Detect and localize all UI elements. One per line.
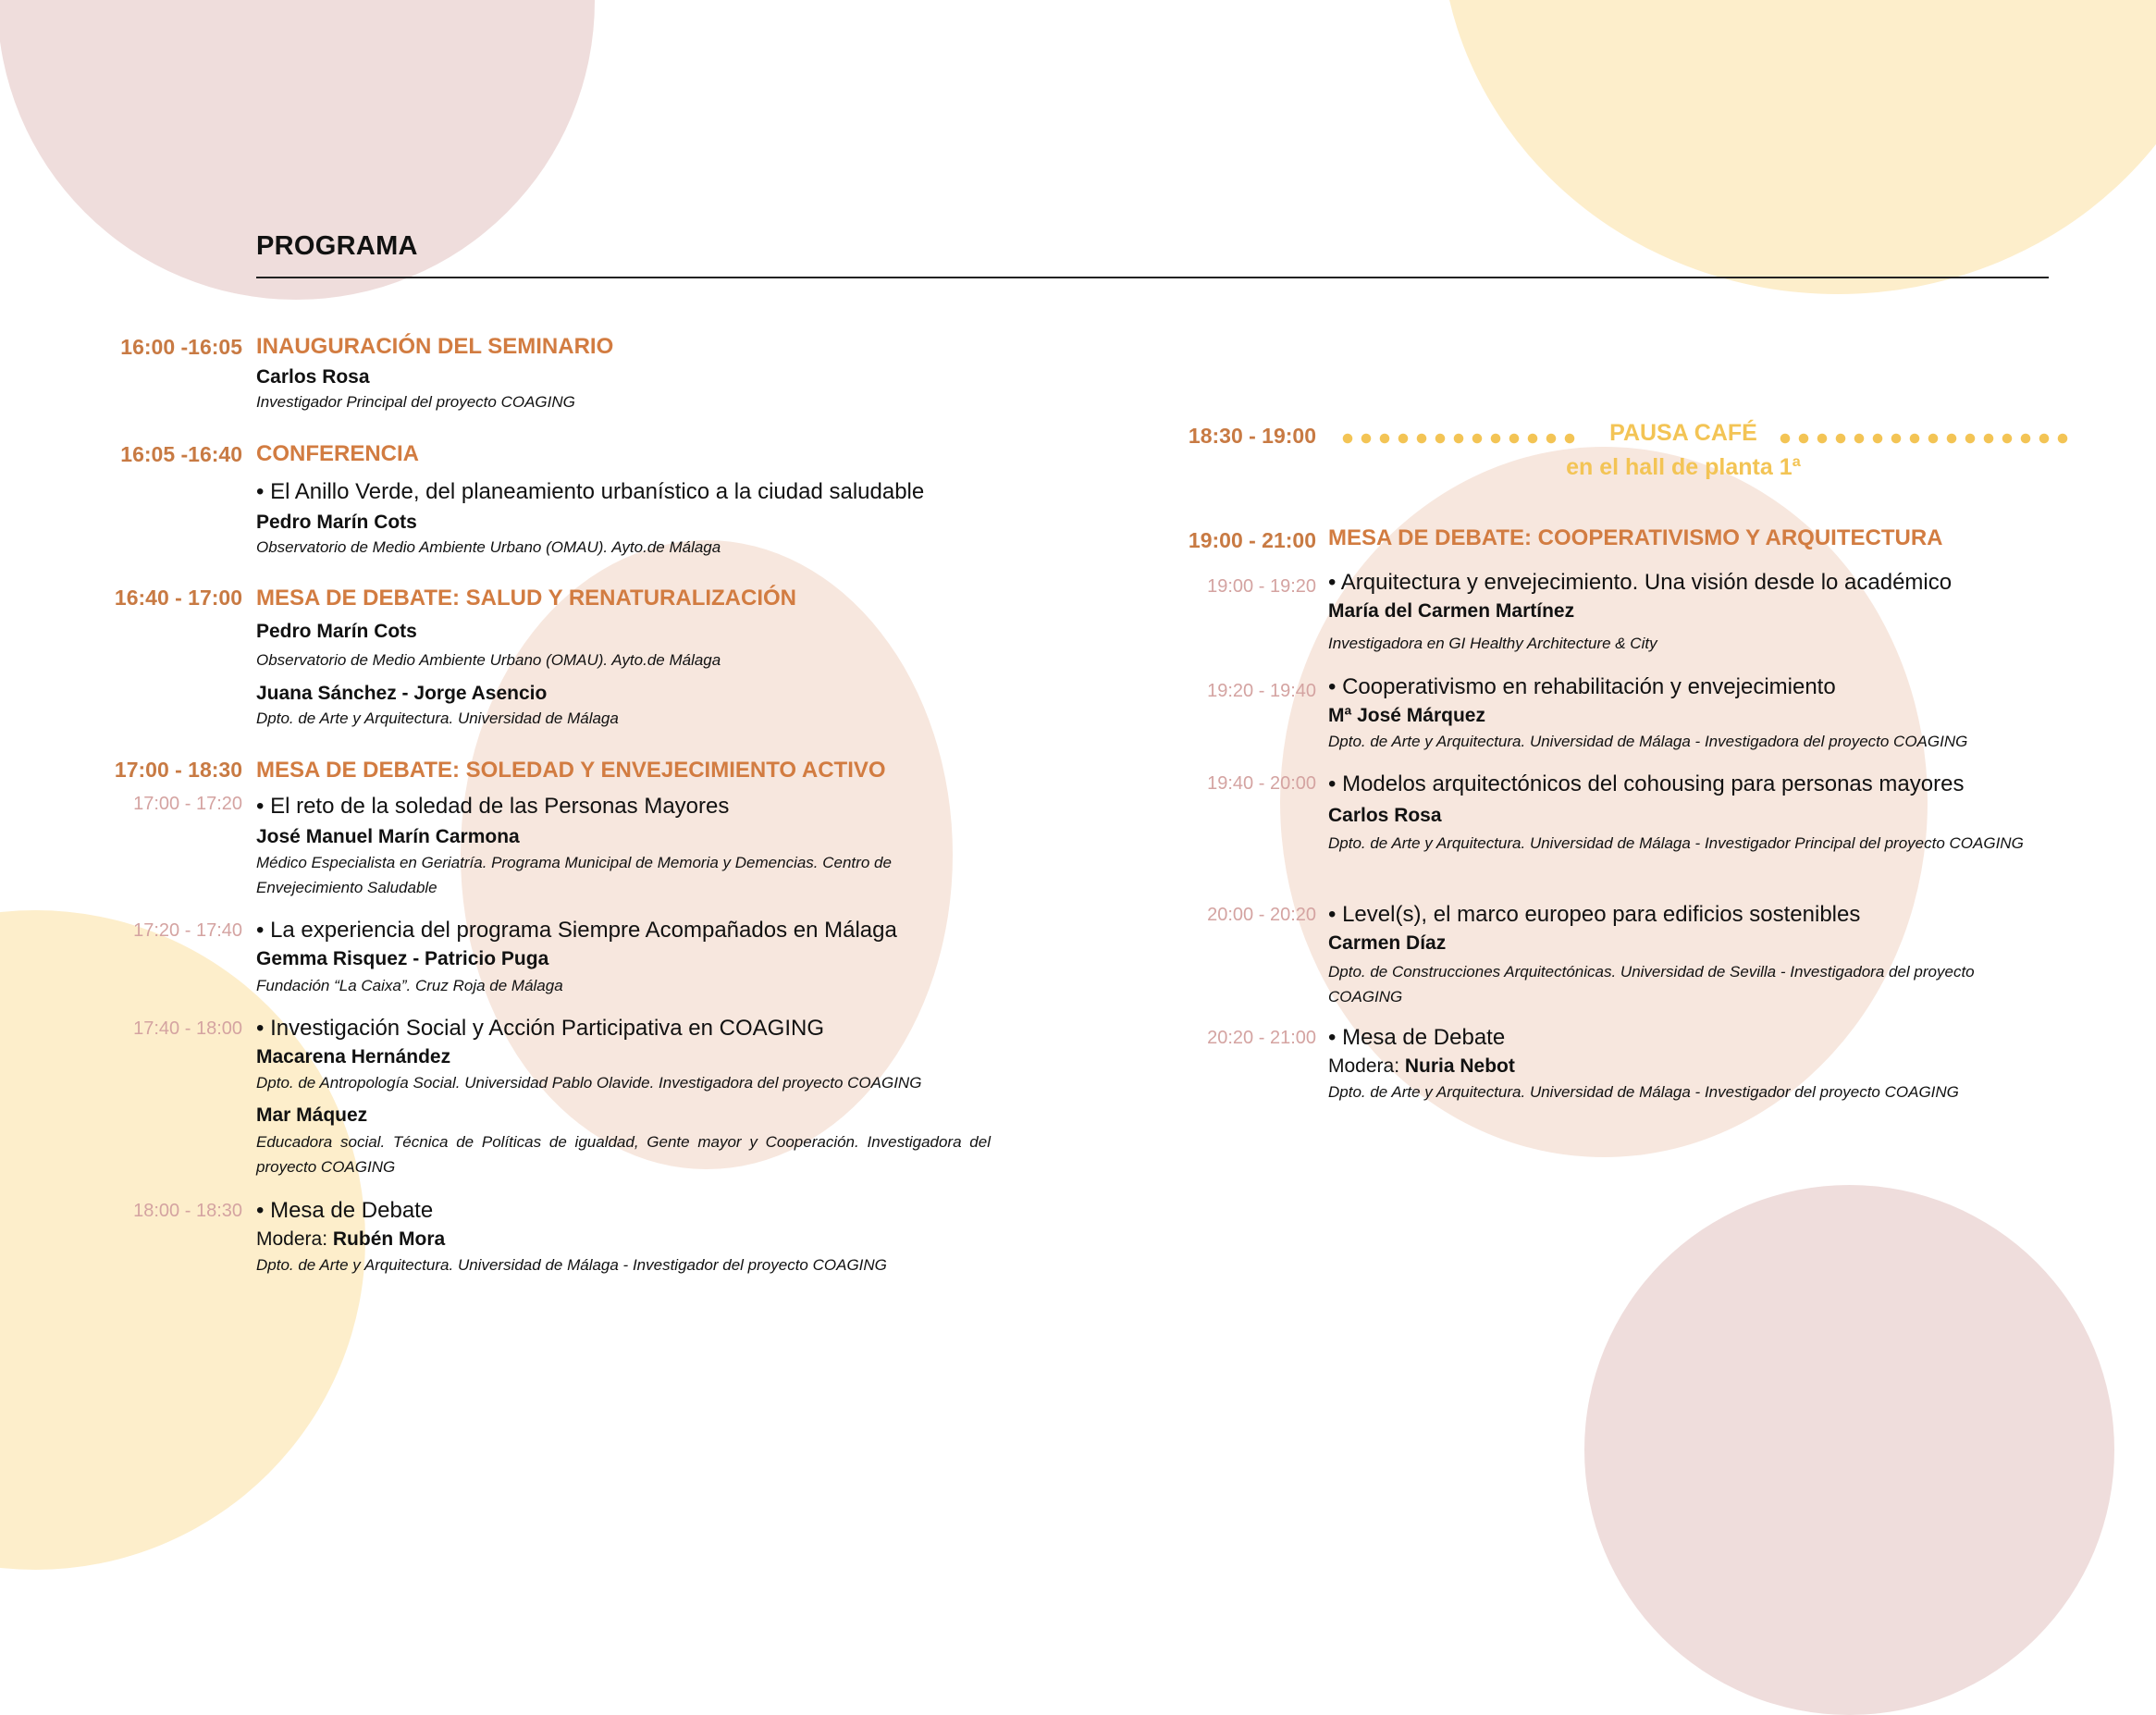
decor-circle-yellow-top-right bbox=[1440, 0, 2156, 294]
session-time: 16:00 -16:05 bbox=[120, 335, 242, 359]
session-time: 19:00 - 21:00 bbox=[1188, 528, 1316, 552]
speaker-name: Gemma Risquez - Patricio Puga bbox=[256, 948, 549, 969]
moderator-line bbox=[256, 1228, 445, 1251]
speaker-affiliation: Dpto. de Antropología Social. Universidad Pablo Olavide. Investigadora del proyecto COAGING bbox=[256, 1074, 922, 1092]
speaker-affiliation: Dpto. de Arte y Arquitectura. Universidad de Málaga - Investigador Principal del proyecto COAGING bbox=[1328, 834, 2024, 852]
speaker-name: Macarena Hernández bbox=[256, 1046, 451, 1067]
talk-title: • El Anillo Verde, del planeamiento urbanístico a la ciudad saludable bbox=[256, 479, 925, 504]
talk-title: • Cooperativismo en rehabilitación y envejecimiento bbox=[1328, 674, 1836, 699]
session-time: 16:05 -16:40 bbox=[120, 442, 242, 466]
speaker-name: Carlos Rosa bbox=[256, 366, 370, 388]
speaker-affiliation: Educadora social. Técnica de Políticas de igualdad, Gente mayor y Cooperación. Investigadora del proyecto COAGING bbox=[256, 1133, 991, 1176]
pausa-label: PAUSA CAFÉ bbox=[1609, 420, 1757, 446]
speaker-name: Mar Máquez bbox=[256, 1104, 368, 1126]
speaker-name: Pedro Marín Cots bbox=[256, 621, 417, 642]
item-time: 17:20 - 17:40 bbox=[133, 920, 242, 941]
page-title: PROGRAMA bbox=[256, 231, 418, 261]
item-time: 20:00 - 20:20 bbox=[1207, 905, 1316, 925]
moderator-name: Nuria Nebot bbox=[1404, 1055, 1515, 1077]
speaker-name: Carmen Díaz bbox=[1328, 932, 1447, 954]
speaker-name: Pedro Marín Cots bbox=[256, 512, 417, 533]
talk-title: • Modelos arquitectónicos del cohousing para personas mayores bbox=[1328, 771, 1965, 796]
speaker-name: Juana Sánchez - Jorge Asencio bbox=[256, 683, 548, 704]
item-time: 20:20 - 21:00 bbox=[1207, 1028, 1316, 1048]
moderator-name: Rubén Mora bbox=[332, 1228, 446, 1250]
title-divider bbox=[256, 277, 2049, 278]
speaker-affiliation: Médico Especialista en Geriatría. Programa Municipal de Memoria y Demencias. Centro de Envejecimiento Saludable bbox=[256, 854, 892, 896]
moderator-prefix: Modera: bbox=[1328, 1055, 1405, 1077]
item-time: 19:20 - 19:40 bbox=[1207, 681, 1316, 701]
speaker-affiliation: Dpto. de Arte y Arquitectura. Universidad de Málaga - Investigador del proyecto COAGING bbox=[1328, 1083, 1959, 1101]
speaker-name: Mª José Márquez bbox=[1328, 705, 1485, 726]
talk-title: • La experiencia del programa Siempre Acompañados en Málaga bbox=[256, 918, 897, 943]
speaker-affiliation: Dpto. de Arte y Arquitectura. Universidad de Málaga bbox=[256, 709, 619, 727]
moderator-prefix: Modera: bbox=[256, 1228, 333, 1250]
dotted-divider-right bbox=[1776, 433, 2072, 444]
speaker-name: José Manuel Marín Carmona bbox=[256, 826, 520, 847]
talk-title: • Arquitectura y envejecimiento. Una visión desde lo académico bbox=[1328, 570, 1953, 595]
talk-title: • Level(s), el marco europeo para edificios sostenibles bbox=[1328, 902, 1861, 927]
session-time: 17:00 - 18:30 bbox=[114, 758, 242, 782]
talk-title: • Investigación Social y Acción Participativa en COAGING bbox=[256, 1016, 825, 1041]
session-time: 16:40 - 17:00 bbox=[114, 586, 242, 610]
decor-circle-pink-bottom-right bbox=[1584, 1185, 2114, 1715]
session-title: MESA DE DEBATE: SOLEDAD Y ENVEJECIMIENTO ACTIVO bbox=[256, 758, 886, 783]
session-title: MESA DE DEBATE: SALUD Y RENATURALIZACIÓN bbox=[256, 586, 797, 611]
session-time: 18:30 - 19:00 bbox=[1188, 424, 1316, 448]
speaker-affiliation: Dpto. de Arte y Arquitectura. Universidad de Málaga - Investigador del proyecto COAGING bbox=[256, 1256, 887, 1274]
pausa-location: en el hall de planta 1ª bbox=[1566, 454, 1801, 480]
speaker-affiliation: Fundación “La Caixa”. Cruz Roja de Málaga bbox=[256, 977, 563, 994]
item-time: 18:00 - 18:30 bbox=[133, 1201, 242, 1221]
speaker-affiliation: Dpto. de Construcciones Arquitectónicas. Universidad de Sevilla - Investigadora del proyecto COAGING bbox=[1328, 963, 1975, 1006]
item-time: 19:40 - 20:00 bbox=[1207, 773, 1316, 794]
speaker-affiliation: Investigadora en GI Healthy Architecture & City bbox=[1328, 635, 1657, 652]
speaker-affiliation: Observatorio de Medio Ambiente Urbano (OMAU). Ayto.de Málaga bbox=[256, 538, 721, 556]
speaker-affiliation: Observatorio de Medio Ambiente Urbano (OMAU). Ayto.de Málaga bbox=[256, 651, 721, 669]
speaker-name: María del Carmen Martínez bbox=[1328, 600, 1575, 622]
item-time: 17:40 - 18:00 bbox=[133, 1018, 242, 1039]
talk-title: • Mesa de Debate bbox=[256, 1198, 434, 1223]
session-title: MESA DE DEBATE: COOPERATIVISMO Y ARQUITECTURA bbox=[1328, 525, 1943, 550]
talk-title: • El reto de la soledad de las Personas Mayores bbox=[256, 794, 730, 819]
session-title: INAUGURACIÓN DEL SEMINARIO bbox=[256, 334, 614, 359]
item-time: 19:00 - 19:20 bbox=[1207, 576, 1316, 597]
speaker-affiliation: Dpto. de Arte y Arquitectura. Universidad de Málaga - Investigadora del proyecto COAGING bbox=[1328, 733, 1968, 750]
moderator-line bbox=[1328, 1055, 1515, 1078]
talk-title: • Mesa de Debate bbox=[1328, 1025, 1506, 1050]
session-title: CONFERENCIA bbox=[256, 441, 420, 466]
item-time: 17:00 - 17:20 bbox=[133, 794, 242, 814]
speaker-affiliation: Investigador Principal del proyecto COAGING bbox=[256, 393, 575, 411]
speaker-name: Carlos Rosa bbox=[1328, 805, 1442, 826]
